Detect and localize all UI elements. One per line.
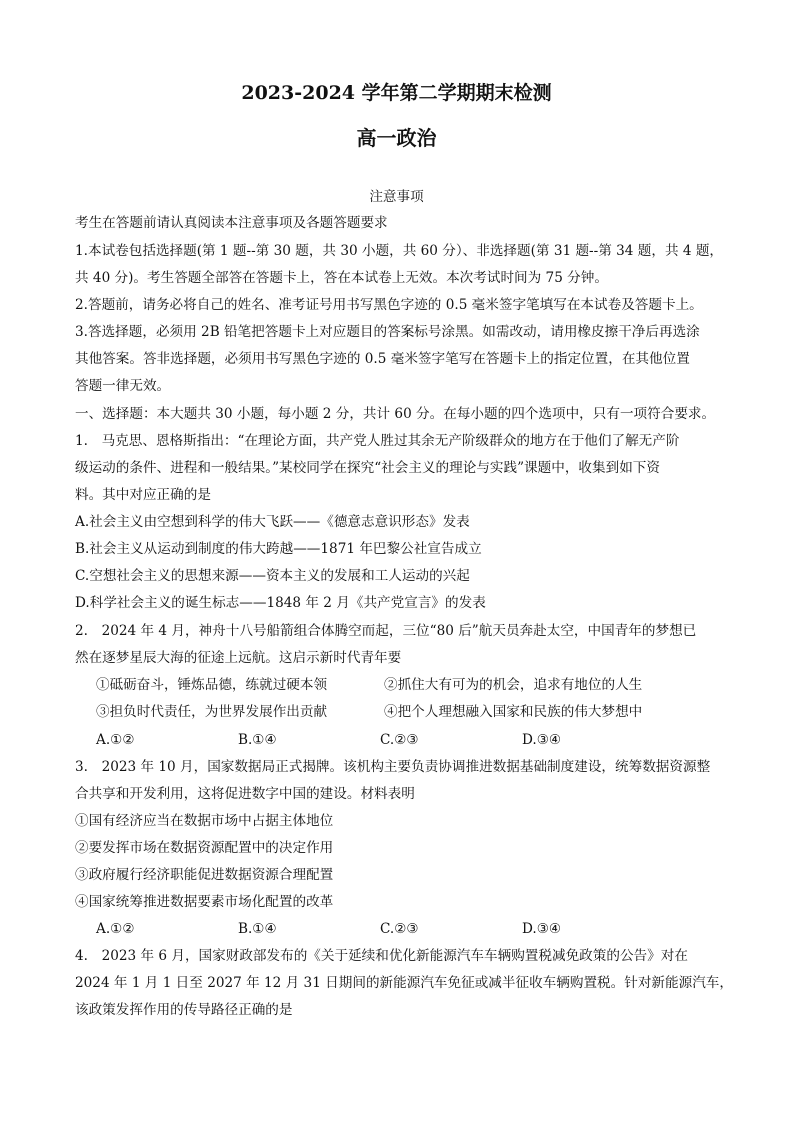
q1-option-a: A.社会主义由空想到科学的伟大飞跃——《德意志意识形态》发表	[75, 514, 470, 530]
q1-stem: 1. 马克思、恩格斯指出：“在理论方面，共产党人胜过其余无产阶级群众的地方在于他们了解无产阶	[75, 433, 680, 449]
q2-stem: 2. 2024 年 4 月，神舟十八号船箭组合体腾空而起，三位“80 后”航天员奔赴太空，中国青年的梦想已	[75, 623, 697, 639]
q1-option-c: C.空想社会主义的思想来源——资本主义的发展和工人运动的兴起	[75, 568, 470, 584]
notice-line: 答题一律无效。	[75, 378, 171, 394]
q1-stem: 级运动的条件、进程和一般结果。”某校同学在探究“社会主义的理论与实践”课题中，收集到如下资	[75, 460, 660, 476]
notice-line: 1.本试卷包括选择题(第 1 题--第 30 题，共 30 小题，共 60 分）、非选择题(第 31 题--第 34 题，共 4 题，	[75, 243, 724, 259]
section-heading: 一、选择题：本大题共 30 小题，每小题 2 分，共计 60 分。在每小题的四个选项中，只有一项符合要求。	[75, 406, 716, 422]
q2-choice-a: A.①②	[96, 732, 135, 748]
q1-stem: 料。其中对应正确的是	[75, 487, 211, 503]
exam-title: 2023-2024 学年第二学期期末检测	[241, 82, 552, 104]
q4-stem: 该政策发挥作用的传导路径正确的是	[75, 1002, 293, 1018]
q2-item-4: ④把个人理想融入国家和民族的伟大梦想中	[384, 704, 643, 720]
q2-item-3: ③担负时代责任，为世界发展作出贡献	[96, 704, 328, 720]
q3-choice-a: A.①②	[96, 921, 135, 937]
q1-option-b: B.社会主义从运动到制度的伟大跨越——1871 年巴黎公社宣告成立	[75, 541, 482, 557]
q1-option-d: D.科学社会主义的诞生标志——1848 年 2 月《共产党宣言》的发表	[75, 595, 486, 611]
q3-stem: 3. 2023 年 10 月，国家数据局正式揭牌。该机构主要负责协调推进数据基础制度建设，统筹数据资源整	[75, 759, 711, 775]
q2-item-2: ②抓住大有可为的机会，追求有地位的人生	[384, 677, 643, 693]
notice-heading: 注意事项	[369, 189, 424, 205]
exam-subject: 高一政治	[356, 126, 437, 150]
notice-line: 2.答题前，请务必将自己的姓名、准考证号用书写黑色字迹的 0.5 毫米签字笔填写在本试卷及答题卡上。	[75, 297, 703, 313]
q3-choice-b: B.①④	[238, 921, 277, 937]
q3-item-3: ③政府履行经济职能促进数据资源合理配置	[75, 867, 334, 883]
q3-choice-c: C.②③	[380, 921, 419, 937]
q3-item-2: ②要发挥市场在数据资源配置中的决定作用	[75, 840, 334, 856]
q3-item-4: ④国家统筹推进数据要素市场化配置的改革	[75, 894, 334, 910]
q3-choice-d: D.③④	[522, 921, 562, 937]
q4-stem: 2024 年 1 月 1 日至 2027 年 12 月 31 日期间的新能源汽车免征或减半征收车辆购置税。针对新能源汽车，	[75, 975, 733, 991]
q2-choice-c: C.②③	[380, 732, 419, 748]
q2-item-1: ①砥砺奋斗，锤炼品德，练就过硬本领	[96, 677, 328, 693]
notice-line: 共 40 分)。考生答题全部答在答题卡上，答在本试卷上无效。本次考试时间为 75 分钟。	[75, 270, 608, 286]
q3-stem: 合共享和开发利用，这将促进数字中国的建设。材料表明	[75, 786, 415, 802]
notice-line: 考生在答题前请认真阅读本注意事项及各题答题要求	[75, 215, 388, 231]
q2-choice-b: B.①④	[238, 732, 277, 748]
q3-item-1: ①国有经济应当在数据市场中占据主体地位	[75, 813, 334, 829]
notice-line: 3.答选择题，必须用 2B 铅笔把答题卡上对应题目的答案标号涂黑。如需改动，请用橡皮擦干净后再选涂	[75, 324, 700, 340]
q4-stem: 4. 2023 年 6 月，国家财政部发布的《关于延续和优化新能源汽车车辆购置税减免政策的公告》对在	[75, 948, 688, 964]
notice-line: 其他答案。答非选择题，必须用书写黑色字迹的 0.5 毫米签字笔写在答题卡上的指定位置，在其他位置	[75, 351, 690, 367]
q2-choice-d: D.③④	[522, 732, 562, 748]
q2-stem: 然在逐梦星辰大海的征途上远航。这启示新时代青年要	[75, 650, 402, 666]
